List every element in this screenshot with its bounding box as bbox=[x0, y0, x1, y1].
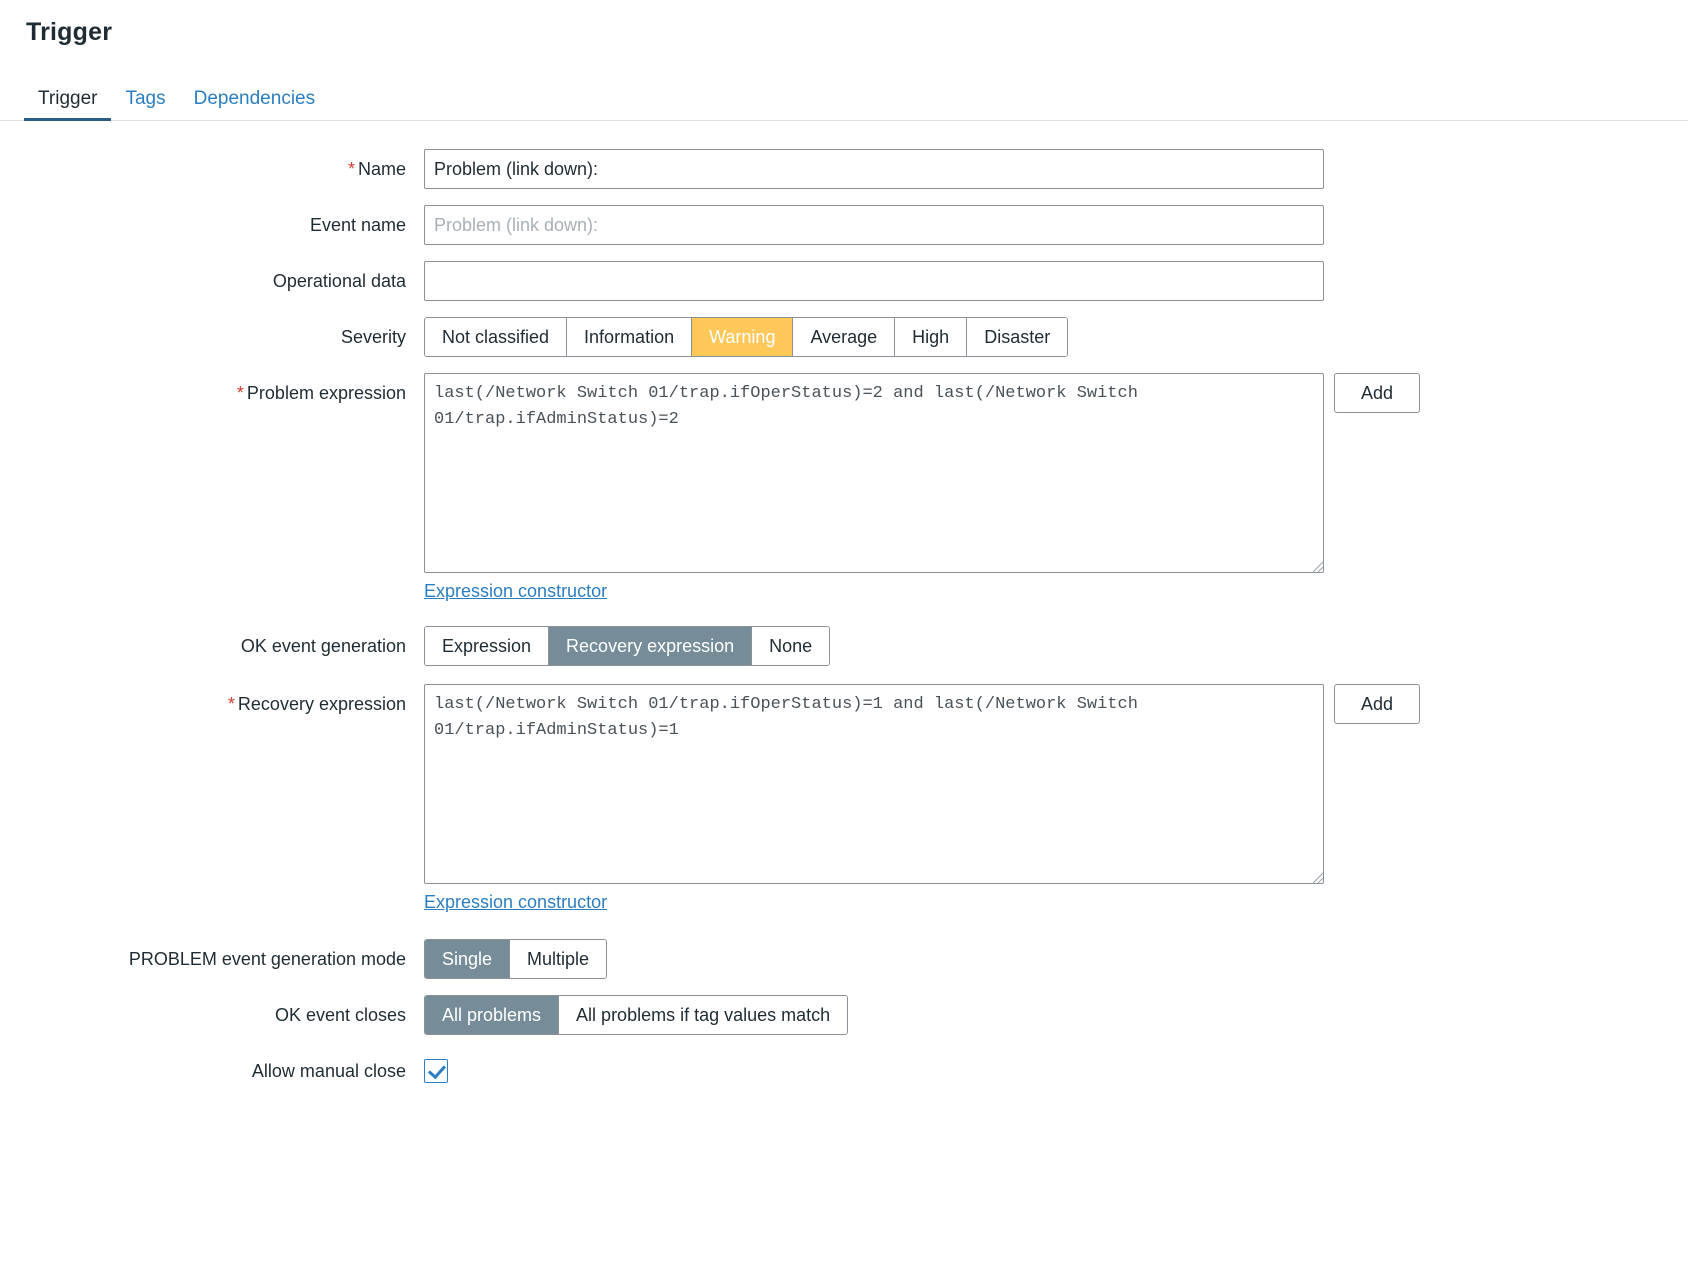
trigger-form bbox=[24, 121, 1664, 1091]
severity-option-disaster[interactable]: Disaster bbox=[967, 318, 1067, 356]
label-event-name: Event name bbox=[309, 215, 406, 235]
problem-expression-textarea[interactable] bbox=[424, 373, 1324, 573]
problem-event-generation-mode-segmented-control bbox=[424, 939, 607, 979]
severity-segmented-control bbox=[424, 317, 1068, 357]
label-recovery-expression: * Recovery expression bbox=[227, 694, 406, 714]
required-marker-recovery-expression: * bbox=[227, 694, 235, 714]
severity-option-not-classified[interactable]: Not classified bbox=[425, 318, 567, 356]
tab-trigger[interactable]: Trigger bbox=[24, 89, 111, 120]
severity-option-warning[interactable]: Warning bbox=[692, 318, 793, 356]
tab-dependencies[interactable]: Dependencies bbox=[193, 88, 316, 109]
recovery-expression-constructor-link[interactable]: Expression constructor bbox=[424, 892, 608, 912]
problem-expression-constructor-link[interactable]: Expression constructor bbox=[424, 581, 608, 601]
label-severity: Severity bbox=[340, 327, 406, 347]
field-row-recovery-expression bbox=[24, 684, 1664, 913]
tab-tags[interactable]: Tags bbox=[125, 88, 166, 109]
field-row-operational-data bbox=[24, 261, 1664, 301]
field-row-allow-manual-close bbox=[24, 1051, 1664, 1091]
page-title: Trigger bbox=[26, 18, 113, 46]
label-name: * Name bbox=[347, 159, 406, 179]
field-row-ok-event-generation bbox=[24, 626, 1664, 666]
label-problem-event-generation-mode: PROBLEM event generation mode bbox=[128, 949, 406, 969]
problem-event-generation-mode-option-multiple[interactable]: Multiple bbox=[510, 940, 606, 978]
severity-option-average[interactable]: Average bbox=[793, 318, 895, 356]
required-marker-problem-expression: * bbox=[236, 383, 244, 403]
recovery-expression-textarea[interactable] bbox=[424, 684, 1324, 884]
label-operational-data: Operational data bbox=[272, 271, 406, 291]
name-input[interactable] bbox=[424, 149, 1324, 189]
label-problem-expression: * Problem expression bbox=[236, 383, 406, 403]
field-row-ok-event-closes bbox=[24, 995, 1664, 1035]
operational-data-input[interactable] bbox=[424, 261, 1324, 301]
ok-event-generation-option-recovery-expression[interactable]: Recovery expression bbox=[549, 627, 752, 665]
ok-event-closes-option-all-problems-tag-match[interactable]: All problems if tag values match bbox=[559, 996, 847, 1034]
ok-event-closes-option-all-problems[interactable]: All problems bbox=[425, 996, 559, 1034]
ok-event-generation-option-none[interactable]: None bbox=[752, 627, 829, 665]
field-row-problem-event-generation-mode bbox=[24, 939, 1664, 979]
severity-option-information[interactable]: Information bbox=[567, 318, 692, 356]
ok-event-closes-segmented-control bbox=[424, 995, 848, 1035]
label-ok-event-generation: OK event generation bbox=[240, 636, 406, 656]
problem-expression-add-button[interactable]: Add bbox=[1334, 373, 1420, 413]
field-row-name bbox=[24, 149, 1664, 189]
allow-manual-close-checkbox[interactable] bbox=[424, 1059, 448, 1083]
recovery-expression-add-button[interactable]: Add bbox=[1334, 684, 1420, 724]
label-allow-manual-close: Allow manual close bbox=[251, 1061, 406, 1081]
required-marker-name: * bbox=[347, 159, 355, 179]
severity-option-high[interactable]: High bbox=[895, 318, 967, 356]
field-row-severity bbox=[24, 317, 1664, 357]
tab-bar bbox=[0, 75, 1688, 121]
problem-event-generation-mode-option-single[interactable]: Single bbox=[425, 940, 510, 978]
field-row-problem-expression bbox=[24, 373, 1664, 602]
ok-event-generation-segmented-control bbox=[424, 626, 830, 666]
ok-event-generation-option-expression[interactable]: Expression bbox=[425, 627, 549, 665]
field-row-event-name bbox=[24, 205, 1664, 245]
event-name-input[interactable] bbox=[424, 205, 1324, 245]
label-ok-event-closes: OK event closes bbox=[274, 1005, 406, 1025]
